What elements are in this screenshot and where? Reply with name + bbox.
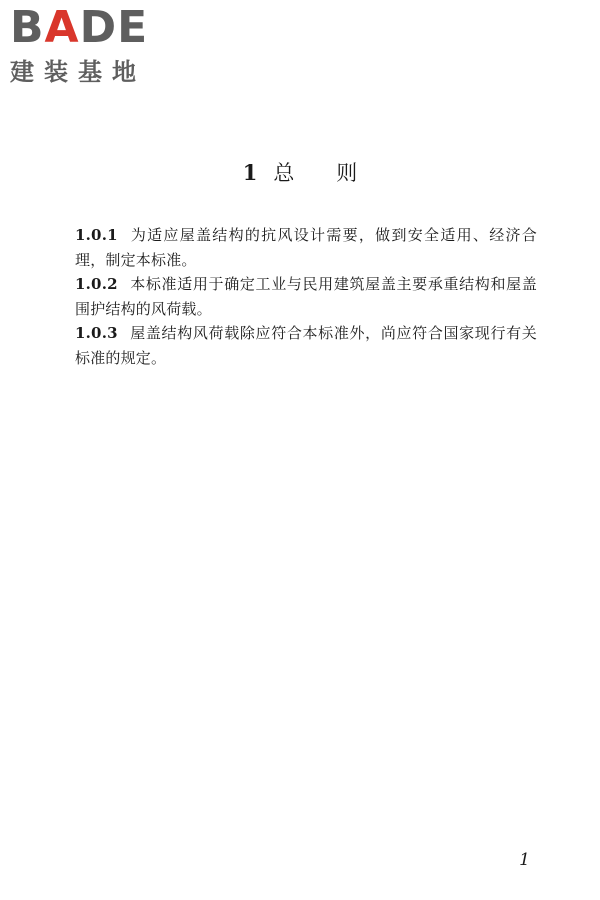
logo-wordmark [10,4,148,52]
clause-text: 本标准适用于确定工业与民用建筑屋盖主要承重结构和屋盖围护结构的风荷载。 [75,275,537,318]
clause-number: 1.0.3 [75,324,118,342]
clause-text: 为适应屋盖结构的抗风设计需要，做到安全适用、经济合理，制定本标准。 [75,226,537,269]
logo-letters-de: DE [79,2,149,53]
clause-number: 1.0.2 [75,275,118,293]
chapter-title [0,158,600,188]
logo-letter-a-accent: A [44,2,80,53]
clause-1-0-3 [75,321,537,370]
clause-1-0-2 [75,272,537,321]
page-number: 1 [519,850,530,870]
bade-logo [10,4,175,90]
clause-1-0-1 [75,223,537,272]
logo-letter-b: B [10,2,45,53]
chapter-number: 1 [242,160,258,185]
clause-text: 屋盖结构风荷载除应符合本标准外，尚应符合国家现行有关标准的规定。 [75,324,537,367]
clause-list [75,223,537,370]
chapter-heading: 总则 [273,161,400,185]
logo-subtitle: 建装基地 [10,58,146,86]
clause-number: 1.0.1 [75,226,118,244]
